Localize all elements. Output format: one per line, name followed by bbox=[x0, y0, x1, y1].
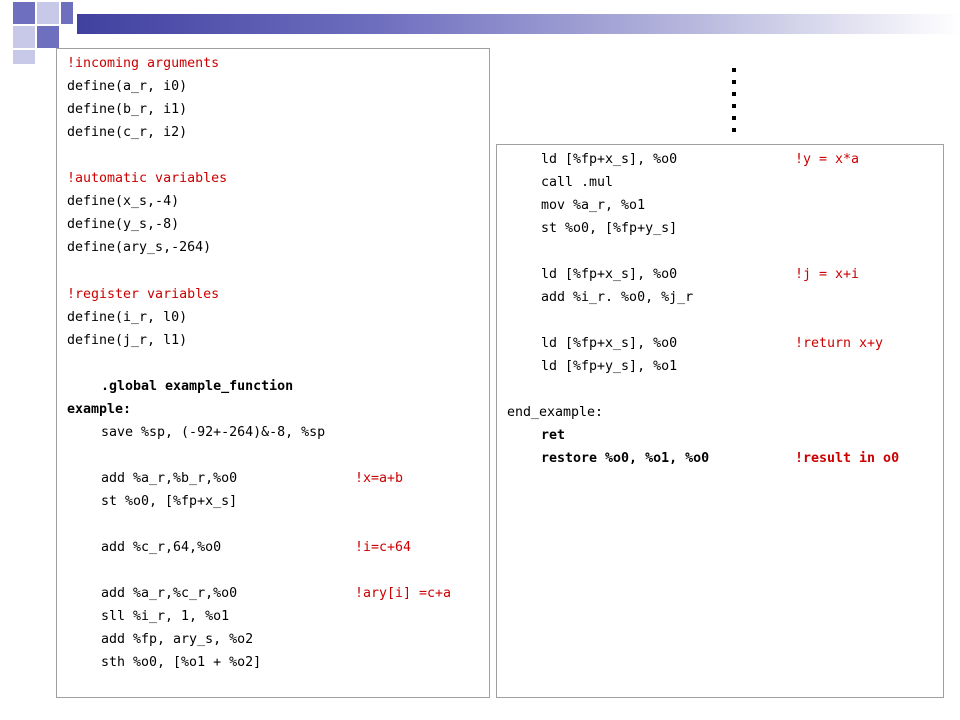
code-line: add %c_r,64,%o0 bbox=[101, 540, 222, 555]
code-line: define(c_r, i2) bbox=[67, 125, 188, 140]
header-decoration-square bbox=[61, 2, 73, 24]
code-line: ret bbox=[541, 428, 566, 443]
code-line: define(j_r, l1) bbox=[67, 333, 188, 348]
code-comment: !register variables bbox=[67, 287, 220, 302]
header-decoration-square bbox=[37, 26, 59, 48]
header-gradient-bar bbox=[77, 14, 960, 34]
code-line: call .mul bbox=[541, 175, 614, 190]
dot bbox=[732, 80, 736, 84]
code-line: add %a_r,%c_r,%o0 bbox=[101, 586, 238, 601]
code-line: ld [%fp+x_s], %o0 bbox=[541, 267, 678, 282]
code-line: sll %i_r, 1, %o1 bbox=[101, 609, 230, 624]
code-line: define(x_s,-4) bbox=[67, 194, 180, 209]
code-line: define(y_s,-8) bbox=[67, 217, 180, 232]
code-comment: !ary[i] =c+a bbox=[355, 586, 452, 601]
code-line: mov %a_r, %o1 bbox=[541, 198, 646, 213]
header-decoration-square bbox=[13, 2, 35, 24]
code-line: add %a_r,%b_r,%o0 bbox=[101, 471, 238, 486]
dot bbox=[732, 68, 736, 72]
header-decoration-square bbox=[13, 26, 35, 48]
code-directive: .global example_function bbox=[101, 379, 294, 394]
code-comment: !i=c+64 bbox=[355, 540, 412, 555]
code-line: add %i_r. %o0, %j_r bbox=[541, 290, 694, 305]
code-line: ld [%fp+x_s], %o0 bbox=[541, 336, 678, 351]
code-line: define(a_r, i0) bbox=[67, 79, 188, 94]
code-label: example: bbox=[67, 402, 132, 417]
dot bbox=[732, 116, 736, 120]
header-decoration-square bbox=[13, 50, 35, 64]
code-line: define(ary_s,-264) bbox=[67, 240, 212, 255]
code-line: ld [%fp+y_s], %o1 bbox=[541, 359, 678, 374]
code-comment: !return x+y bbox=[795, 336, 884, 351]
code-line: st %o0, [%fp+x_s] bbox=[101, 494, 238, 509]
header-decoration-square bbox=[37, 2, 59, 24]
code-line: sth %o0, [%o1 + %o2] bbox=[101, 655, 262, 670]
dot bbox=[732, 92, 736, 96]
vertical-ellipsis-icon bbox=[731, 68, 737, 134]
code-label: end_example: bbox=[507, 405, 604, 420]
code-comment: !j = x+i bbox=[795, 267, 860, 282]
code-line: save %sp, (-92+-264)&-8, %sp bbox=[101, 425, 326, 440]
code-panel-left bbox=[56, 48, 490, 698]
code-comment: !y = x*a bbox=[795, 152, 860, 167]
code-line: define(i_r, l0) bbox=[67, 310, 188, 325]
code-panel-right bbox=[496, 144, 944, 698]
dot bbox=[732, 104, 736, 108]
code-line: add %fp, ary_s, %o2 bbox=[101, 632, 254, 647]
code-comment: !x=a+b bbox=[355, 471, 404, 486]
code-comment: !result in o0 bbox=[795, 451, 900, 466]
code-line: restore %o0, %o1, %o0 bbox=[541, 451, 710, 466]
code-line: ld [%fp+x_s], %o0 bbox=[541, 152, 678, 167]
code-comment: !automatic variables bbox=[67, 171, 228, 186]
code-line: define(b_r, i1) bbox=[67, 102, 188, 117]
code-comment: !incoming arguments bbox=[67, 56, 220, 71]
dot bbox=[732, 128, 736, 132]
code-line: st %o0, [%fp+y_s] bbox=[541, 221, 678, 236]
